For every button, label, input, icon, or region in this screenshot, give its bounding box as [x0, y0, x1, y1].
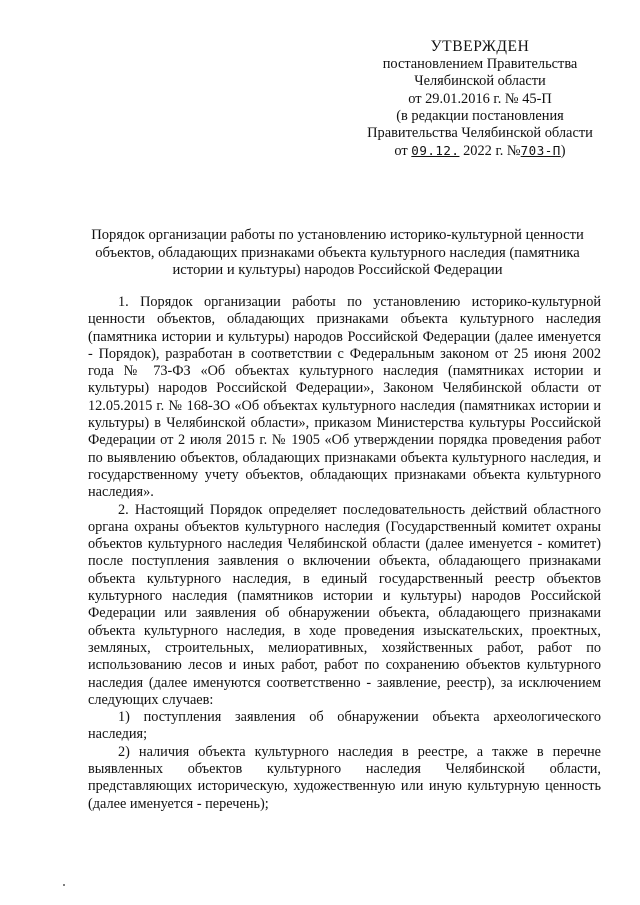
- approval-stamp: [340, 38, 620, 160]
- date-prefix: от: [394, 143, 408, 160]
- handwritten-date: 09.12.: [411, 143, 460, 159]
- approval-line-2: Челябинской области: [414, 73, 546, 90]
- document-body: [88, 294, 601, 813]
- date-suffix: ): [560, 143, 566, 160]
- approval-line-1: постановлением Правительства: [382, 56, 578, 73]
- paragraph-1: 1. Порядок организации работы по установлению историко-культурной ценности объектов, обладающих признаками объекта культурного наследия (памятника истории и культуры) народов Российской Федерации (далее именуется - Порядок), разработан в соответствии с Федеральным законом от 25 июня 2002 года № 73-ФЗ «Об объектах культурного наследия (памятниках истории и культуры) народов Российской Федерации», Законом Челябинской области от 12.05.2015 г. № 168-ЗО «Об объектах культурного наследия (памятниках истории и культуры) в Челябинской области», приказом Министерства культуры Российской Федерации от 2 июля 2015 г. № 1905 «Об утверждении порядка проведения работ по выявлению объектов, обладающих признаками объекта культурного наследия, и государственному учету объектов, обладающих признаками объекта культурного наследия».: [88, 294, 601, 501]
- handwritten-number: 703-П: [520, 143, 561, 159]
- approval-line-5: Правительства Челябинской области: [367, 125, 593, 142]
- date-middle: 2022 г. №: [463, 143, 521, 160]
- approval-line-4: (в редакции постановления: [396, 107, 564, 124]
- approval-date-line: [340, 142, 620, 160]
- paragraph-2: 2. Настоящий Порядок определяет последовательность действий областного органа охраны объектов культурного наследия (Государственный комитет охраны объектов культурного наследия Челябинской области (далее именуется - комитет) после поступления заявления о включении объекта, обладающего признаками объекта культурного наследия, в единый государственный реестр объектов культурного наследия (памятников истории и культуры) народов Российской Федерации или заявления об обнаружении объекта, обладающего признаками объекта культурного наследия, в ходе проведения изыскательских, проектных, земляных, строительных, мелиоративных, хозяйственных работ, работ по использованию лесов и иных работ, работ по сохранению объектов культурного наследия (далее именуются соответственно - заявление, реестр), за исключением следующих случаев:: [88, 501, 601, 708]
- subitem-1: 1) поступления заявления об обнаружении объекта археологического наследия;: [88, 709, 601, 743]
- approval-heading: УТВЕРЖДЕН: [430, 38, 530, 55]
- approval-line-3: от 29.01.2016 г. № 45-П: [408, 90, 552, 107]
- subitem-2: 2) наличия объекта культурного наследия в реестре, а также в перечне выявленных объектов культурного наследия Челябинской области, представляющих историческую, художественную или иную культурную ценность (далее именуется - перечень);: [88, 743, 601, 812]
- document-title: Порядок организации работы по установлению историко-культурной ценности объектов, обладающих признаками объекта культурного наследия (памятника истории и культуры) народов Российской Федерации: [91, 227, 584, 279]
- scan-speck: [63, 884, 65, 886]
